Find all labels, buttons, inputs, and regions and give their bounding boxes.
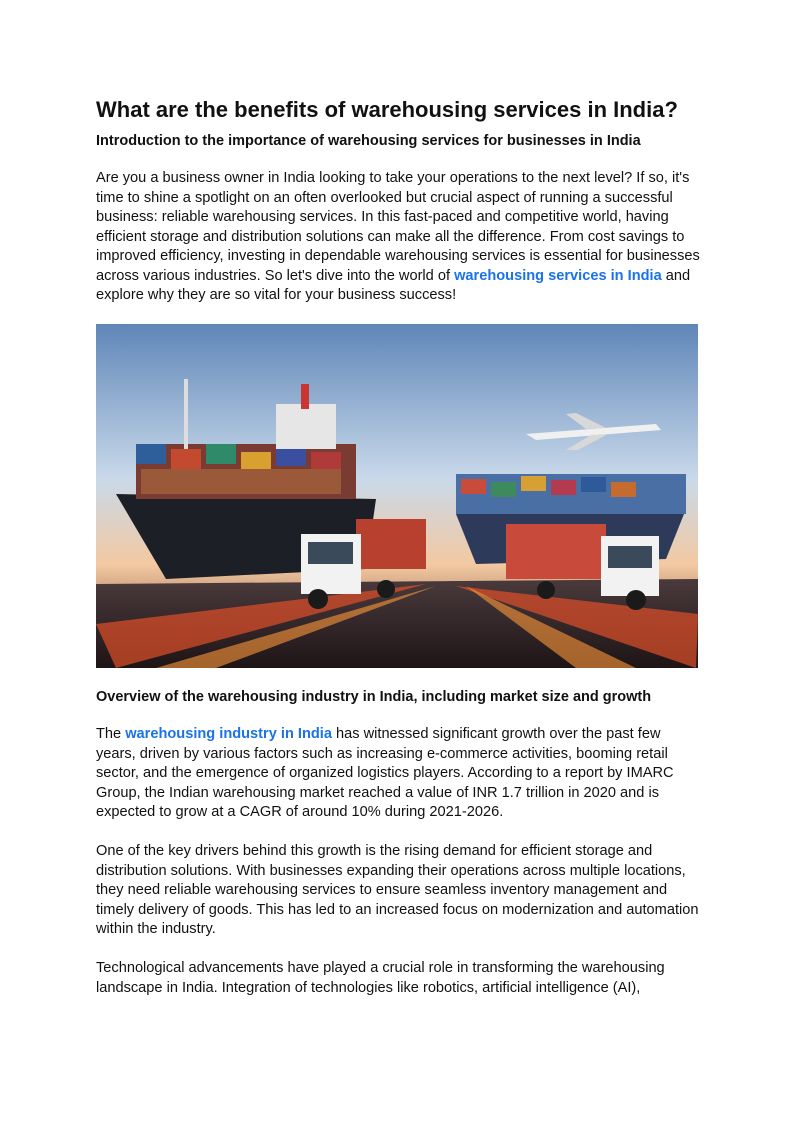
technology-paragraph: Technological advancements have played a crucial role in transforming the warehousing landscape in India. Integration of technologies like robotics, artificial intelligence (AI),: [96, 960, 665, 996]
overview-heading: Overview of the warehousing industry in India, including market size and growth: [96, 689, 652, 705]
article-title: What are the benefits of warehousing services in India?: [96, 97, 678, 122]
intro-paragraph: [96, 169, 700, 306]
overview-text-end: has witnessed significant growth over the past few years, driven by various factors such as increasing e-commerce activities, booming retail sector, and the emergence of organized logistics players. According to a report by IMARC Group, the Indian warehousing market reached a value of INR 1.7 trillion in 2020 and is expected to grow at a CAGR of around 10% during 2021-2026.: [96, 726, 674, 820]
intro-text-end: and explore why they are so vital for your business success!: [96, 267, 691, 303]
overview-text-start: The: [96, 726, 126, 742]
intro-text-start: Are you a business owner in India looking to take your operations to the next level? If so, it's time to shine a spotlight on an often overlooked but crucial aspect of running a successful business: reliable warehousing services. In this fast-paced and competitive world, having efficient storage and distribution solutions can make all the difference. From cost savings to improved efficiency, investing in dependable warehousing services is essential for businesses across various industries. So let's dive into the world of: [96, 170, 700, 284]
warehousing-services-link[interactable]: warehousing services in India: [454, 267, 662, 284]
logistics-hero-image: [96, 324, 698, 668]
intro-heading: Introduction to the importance of warehousing services for businesses in India: [96, 133, 641, 149]
overview-paragraph: [96, 725, 700, 823]
drivers-paragraph: One of the key drivers behind this growth is the rising demand for efficient storage and distribution solutions. With businesses expanding their operations across multiple locations, they need reliable warehousing services to ensure seamless inventory management and timely delivery of goods. This has led to an increased focus on modernization and automation within the industry.: [96, 843, 699, 937]
warehousing-industry-link[interactable]: warehousing industry in India: [125, 726, 332, 742]
